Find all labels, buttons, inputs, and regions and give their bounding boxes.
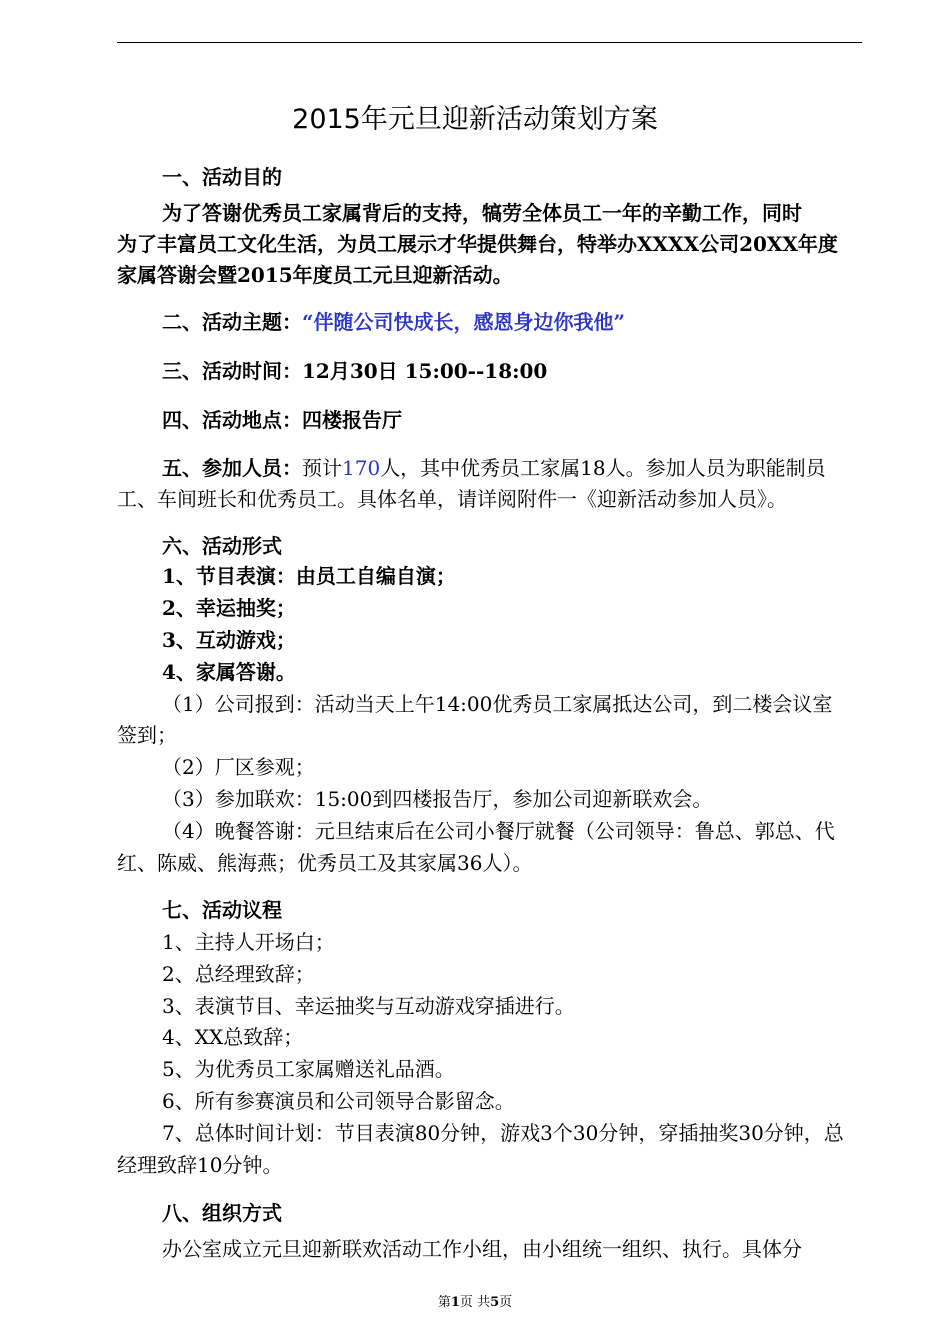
theme-value: “伴随公司快成长，感恩身边你我他” xyxy=(302,310,626,334)
footer-mid: 页 共 xyxy=(459,1295,491,1310)
form-item-1: 1、节目表演：由员工自编自演； xyxy=(162,564,456,588)
agenda-item-6: 6、所有参赛演员和公司领导合影留念。 xyxy=(162,1089,515,1113)
form-item-2: 2、幸运抽奖； xyxy=(162,596,296,620)
time-label: 三、活动时间： xyxy=(162,359,302,383)
section-7-heading: 七、活动议程 xyxy=(162,898,282,922)
section-2 xyxy=(162,309,625,335)
agenda-item-4: 4、XX总致辞； xyxy=(162,1025,304,1049)
footer-page-number: 1 xyxy=(450,1295,460,1310)
participants-label: 五、参加人员： xyxy=(162,456,302,480)
form-item-3: 3、互动游戏； xyxy=(162,628,296,652)
section-8-heading: 八、组织方式 xyxy=(162,1201,282,1225)
page-footer xyxy=(0,1294,950,1312)
section-1-line-3: 家属答谢会暨2015年度员工元旦迎新活动。 xyxy=(117,263,513,287)
agenda-item-3: 3、表演节目、幸运抽奖与互动游戏穿插进行。 xyxy=(162,994,575,1018)
location-value: 四楼报告厅 xyxy=(302,408,402,432)
agenda-item-1: 1、主持人开场白； xyxy=(162,930,335,954)
participants-pre: 预计 xyxy=(302,456,342,480)
time-value: 12月30日 15:00--18:00 xyxy=(302,359,548,383)
section-1-line-2: 为了丰富员工文化生活，为员工展示才华提供舞台，特举办XXXX公司20XX年度 xyxy=(117,232,838,256)
section-4 xyxy=(162,407,402,433)
participants-post: 人，其中优秀员工家属18人。参加人员为职能制员 xyxy=(380,456,826,480)
section-8-line-1: 办公室成立元旦迎新联欢活动工作小组，由小组统一组织、执行。具体分 xyxy=(162,1237,802,1261)
footer-pre: 第 xyxy=(437,1295,451,1310)
section-1-line-1: 为了答谢优秀员工家属背后的支持，犒劳全体员工一年的辛勤工作，同时 xyxy=(162,201,802,225)
section-5-line-1 xyxy=(162,455,826,481)
section-3 xyxy=(162,358,547,384)
footer-total-pages: 5 xyxy=(490,1295,500,1310)
location-label: 四、活动地点： xyxy=(162,408,302,432)
theme-label: 二、活动主题： xyxy=(162,310,302,334)
agenda-item-7-line-2: 经理致辞10分钟。 xyxy=(117,1153,283,1177)
participants-count: 170 xyxy=(342,456,381,480)
section-1-heading: 一、活动目的 xyxy=(162,165,282,189)
detail-2: （2）厂区参观； xyxy=(162,755,315,779)
document-title: 2015年元旦迎新活动策划方案 xyxy=(292,104,658,135)
footer-post: 页 xyxy=(499,1295,513,1310)
detail-3: （3）参加联欢：15:00到四楼报告厅，参加公司迎新联欢会。 xyxy=(162,787,713,811)
detail-1-line-2: 签到； xyxy=(117,723,177,747)
section-6-heading: 六、活动形式 xyxy=(162,534,282,558)
detail-1-line-1: （1）公司报到：活动当天上午14:00优秀员工家属抵达公司，到二楼会议室 xyxy=(162,692,833,716)
agenda-item-5: 5、为优秀员工家属赠送礼品酒。 xyxy=(162,1057,455,1081)
header-rule xyxy=(117,42,862,43)
detail-4-line-1: （4）晚餐答谢：元旦结束后在公司小餐厅就餐（公司领导：鲁总、郭总、代 xyxy=(162,819,835,843)
agenda-item-2: 2、总经理致辞； xyxy=(162,962,315,986)
detail-4-line-2: 红、陈威、熊海燕；优秀员工及其家属36人）。 xyxy=(117,851,533,875)
agenda-item-7-line-1: 7、总体时间计划：节目表演80分钟，游戏3个30分钟，穿插抽奖30分钟，总 xyxy=(162,1121,844,1145)
section-5-line-2: 工、车间班长和优秀员工。具体名单，请详阅附件一《迎新活动参加人员》。 xyxy=(117,487,787,511)
form-item-4: 4、家属答谢。 xyxy=(162,660,296,684)
